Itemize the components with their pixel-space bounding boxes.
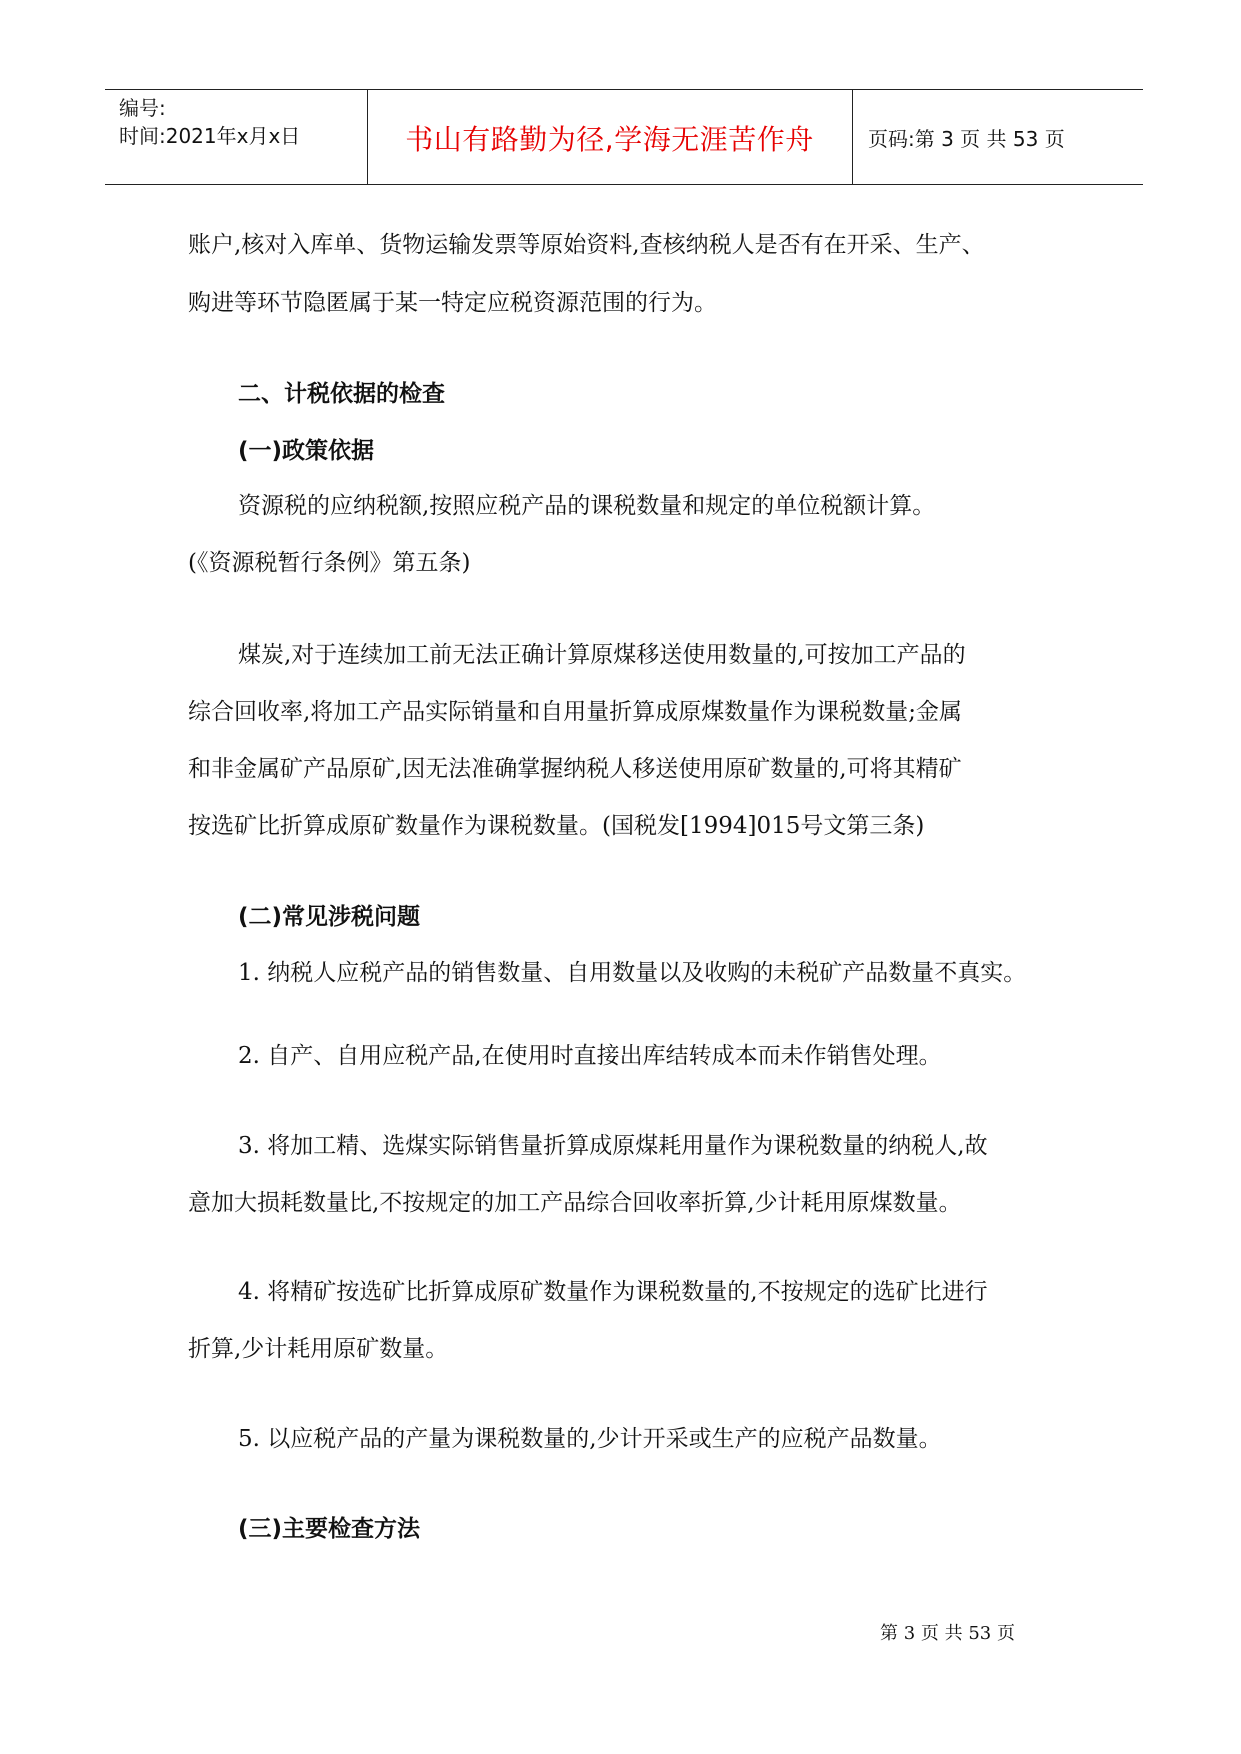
list-item: 4. 将精矿按选矿比折算成原矿数量作为课税数量的,不按规定的选矿比进行 (238, 1279, 988, 1305)
document-number-label: 编号: (119, 96, 166, 120)
page-footer: 第 3 页 共 53 页 (880, 1623, 1015, 1644)
paragraph-line: 综合回收率,将加工产品实际销量和自用量折算成原煤数量作为课税数量;金属 (188, 699, 963, 725)
header-left-cell (105, 90, 368, 184)
paragraph-line: 购进等环节隐匿属于某一特定应税资源范围的行为。 (188, 290, 717, 316)
header-motto-cell (367, 90, 853, 184)
page-header (105, 89, 1143, 185)
list-item: 1. 纳税人应税产品的销售数量、自用数量以及收购的未税矿产品数量不真实。 (238, 960, 1027, 986)
header-motto: 书山有路勤为径,学海无涯苦作舟 (405, 123, 814, 156)
document-time-label: 时间:2021年x月x日 (119, 124, 301, 148)
list-item: 2. 自产、自用应税产品,在使用时直接出库结转成本而未作销售处理。 (238, 1043, 942, 1069)
paragraph-line: (《资源税暂行条例》第五条) (188, 550, 471, 576)
paragraph-line: 资源税的应纳税额,按照应税产品的课税数量和规定的单位税额计算。 (238, 493, 936, 519)
paragraph-line: 煤炭,对于连续加工前无法正确计算原煤移送使用数量的,可按加工产品的 (238, 642, 966, 668)
header-page-info: 页码:第 3 页 共 53 页 (868, 127, 1065, 151)
paragraph-line: 账户,核对入库单、货物运输发票等原始资料,查核纳税人是否有在开采、生产、 (188, 232, 985, 258)
list-item-continuation: 意加大损耗数量比,不按规定的加工产品综合回收率折算,少计耗用原煤数量。 (188, 1190, 962, 1216)
list-item: 3. 将加工精、选煤实际销售量折算成原煤耗用量作为课税数量的纳税人,故 (238, 1133, 988, 1159)
subsection-heading: (一)政策依据 (238, 438, 375, 464)
paragraph-line: 按选矿比折算成原矿数量作为课税数量。(国税发[1994]015号文第三条) (188, 813, 925, 839)
header-page-cell (852, 90, 1143, 184)
list-item: 5. 以应税产品的产量为课税数量的,少计开采或生产的应税产品数量。 (238, 1426, 942, 1452)
subsection-heading: (三)主要检查方法 (238, 1516, 421, 1542)
paragraph-line: 和非金属矿产品原矿,因无法准确掌握纳税人移送使用原矿数量的,可将其精矿 (188, 756, 962, 782)
section-heading: 二、计税依据的检查 (238, 381, 445, 407)
subsection-heading: (二)常见涉税问题 (238, 904, 421, 930)
list-item-continuation: 折算,少计耗用原矿数量。 (188, 1336, 449, 1362)
